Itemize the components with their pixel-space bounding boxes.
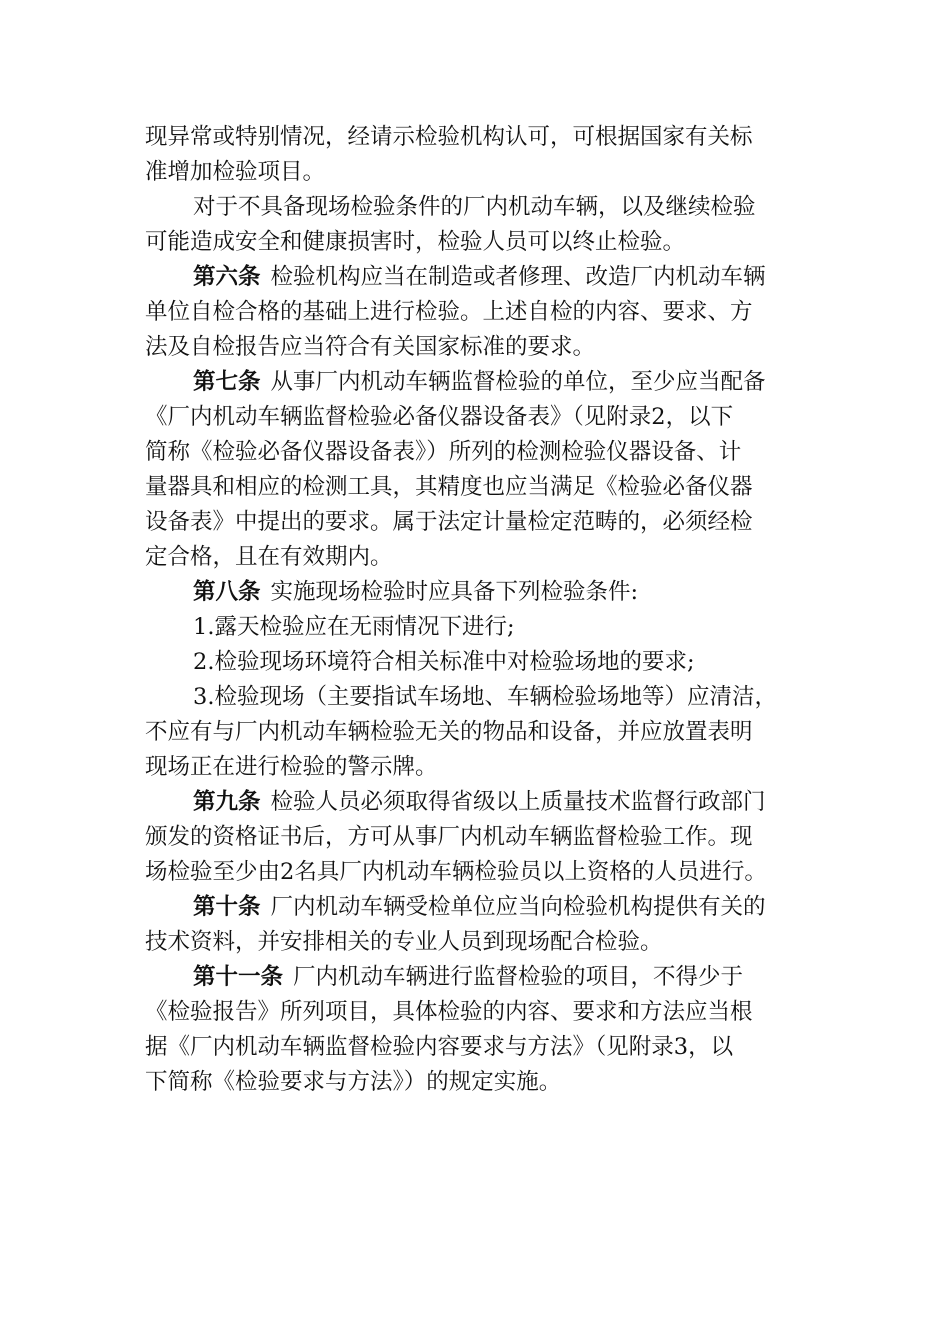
article-7-heading-line bbox=[145, 365, 805, 400]
text-line: 下简称《检验要求与方法》）的规定实施。 bbox=[145, 1069, 562, 1095]
text-line: 技术资料，并安排相关的专业人员到现场配合检验。 bbox=[145, 929, 663, 955]
document-body bbox=[145, 120, 805, 1100]
article-label: 第十一条 bbox=[193, 964, 284, 990]
list-item: 2.检验现场环境符合相关标准中对检验场地的要求; bbox=[193, 649, 695, 675]
text-line: 准增加检验项目。 bbox=[145, 159, 326, 185]
article-label: 第十条 bbox=[193, 894, 261, 920]
article-11-heading-line bbox=[145, 960, 805, 995]
text-line: 现场正在进行检验的警示牌。 bbox=[145, 754, 438, 780]
text-line: 定合格，且在有效期内。 bbox=[145, 544, 393, 570]
text-line: 可能造成安全和健康损害时，检验人员可以终止检验。 bbox=[145, 229, 686, 255]
article-9-heading-line bbox=[145, 785, 805, 820]
text-line: 颁发的资格证书后，方可从事厂内机动车辆监督检验工作。现 bbox=[145, 824, 753, 850]
article-text: 检验机构应当在制造或者修理、改造厂内机动车辆 bbox=[270, 264, 766, 290]
article-text: 从事厂内机动车辆监督检验的单位，至少应当配备 bbox=[270, 369, 766, 395]
article-text: 厂内机动车辆进行监督检验的项目，不得少于 bbox=[293, 964, 744, 990]
article-label: 第八条 bbox=[193, 579, 261, 605]
article-text: 检验人员必须取得省级以上质量技术监督行政部门 bbox=[270, 789, 766, 815]
text-line: 《厂内机动车辆监督检验必备仪器设备表》（见附录2，以下 bbox=[145, 404, 734, 430]
text-line: 设备表》中提出的要求。属于法定计量检定范畴的，必须经检 bbox=[145, 509, 753, 535]
text-line: 现异常或特别情况，经请示检验机构认可，可根据国家有关标 bbox=[145, 124, 753, 150]
article-label: 第六条 bbox=[193, 264, 261, 290]
article-8-heading-line bbox=[145, 575, 805, 610]
text-line: 单位自检合格的基础上进行检验。上述自检的内容、要求、方 bbox=[145, 299, 753, 325]
text-line: 对于不具备现场检验条件的厂内机动车辆，以及继续检验 bbox=[193, 194, 756, 220]
article-6-heading-line bbox=[145, 260, 805, 295]
article-text: 实施现场检验时应具备下列检验条件: bbox=[270, 579, 639, 605]
list-item: 3.检验现场（主要指试车场地、车辆检验场地等）应清洁， bbox=[193, 684, 777, 710]
article-label: 第七条 bbox=[193, 369, 261, 395]
text-line: 法及自检报告应当符合有关国家标准的要求。 bbox=[145, 334, 596, 360]
article-10-heading-line bbox=[145, 890, 805, 925]
text-line: 据《厂内机动车辆监督检验内容要求与方法》（见附录3，以 bbox=[145, 1034, 734, 1060]
article-label: 第九条 bbox=[193, 789, 261, 815]
text-line: 量器具和相应的检测工具，其精度也应当满足《检验必备仪器 bbox=[145, 474, 753, 500]
list-item: 1.露天检验应在无雨情况下进行; bbox=[193, 614, 515, 640]
article-text: 厂内机动车辆受检单位应当向检验机构提供有关的 bbox=[270, 894, 766, 920]
text-line: 简称《检验必备仪器设备表》）所列的检测检验仪器设备、计 bbox=[145, 439, 742, 465]
text-line: 场检验至少由2名具厂内机动车辆检验员以上资格的人员进行。 bbox=[145, 859, 767, 885]
text-line: 不应有与厂内机动车辆检验无关的物品和设备，并应放置表明 bbox=[145, 719, 753, 745]
text-line: 《检验报告》所列项目，具体检验的内容、要求和方法应当根 bbox=[145, 999, 753, 1025]
